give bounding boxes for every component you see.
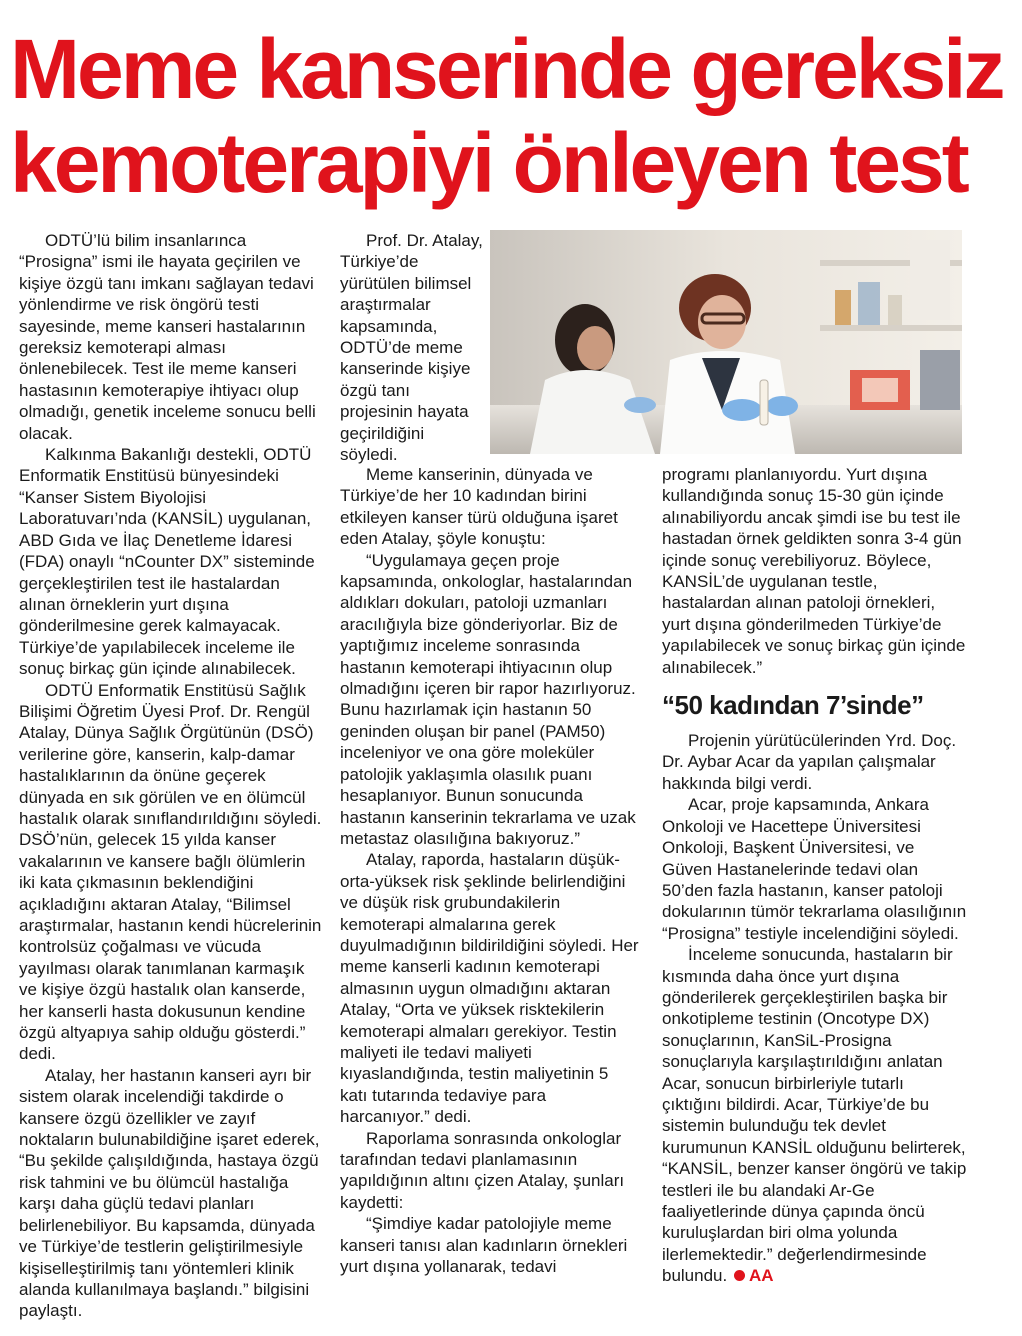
lab-photo [490,230,962,454]
paragraph: Meme kanserinin, dünyada ve Türkiye’de her 10 kadından birini etkileyen kanser türü olduğuna işaret eden Atalay, şöyle konuştu: [340,465,618,549]
headline-line-2: kemoterapiyi önleyen test [10,116,967,210]
paragraph: Raporlama sonrasında onkologlar tarafından tedavi planlamasının yapıldığının altını çizen Atalay, şunları kaydetti: [340,1128,625,1212]
headline-line-1: Meme kanserinde gereksiz [10,22,1003,116]
paragraph: Kalkınma Bakanlığı destekli, ODTÜ Enformatik Enstitüsü bünyesindeki “Kanser Sistem Biyolojisi Laboratuvarı’nda (KANSİL) uygulanan, ABD Gıda ve İlaç Denetleme İdaresi (FDA) onaylı “nCounter DX” sisteminde gerçekleştirilen test ile hastalardan alınan örneklerin yurt dışına gönderilmesine gerek kalmayacak. Türkiye’de yapılabilecek inceleme ile sonuç birkaç gün içinde alınabilecek. [19,445,315,679]
paragraph: Prof. Dr. Atalay, Türkiye’de yürütülen bilimsel araştırmalar kapsamında, ODTÜ’de meme kanserinde kişiye özgü tanı projesinin hayata geçirildiğini söyledi. [340,231,483,465]
paragraph: “Şimdiye kadar patolojiyle meme kanseri tanısı alan kadınların örnekleri yurt dışına yollanarak, tedavi [340,1214,628,1277]
paragraph: programı planlanıyordu. Yurt dışına kullandığında sonuç 15-30 gün içinde alınabiliyordu ancak şimdi ise bu test ile hastadan örnek geldikten sonra 3-4 gün içinde sonuç verebiliyoruz. Böylece, KANSİL’de uygulanan testle, hastalardan alınan patoloji örnekleri, yurt dışına gönderilmeden Türkiye’de yapılabilecek ve sonuç birkaç gün içinde alınabilecek.” [662,465,966,677]
article-column-2-top [340,230,486,465]
paragraph [662,944,968,1287]
paragraph: Projenin yürütücülerinden Yrd. Doç. Dr. Aybar Acar da yapılan çalışmalar hakkında bilgi verdi. [662,731,957,793]
source-credit: AA [748,1266,774,1286]
paragraph-text: İnceleme sonucunda, hastaların bir kısmında daha önce yurt dışına gönderilerek gerçekleştirilen başka bir onkotipleme testinin (Oncotype DX) sonuçlarının, KanSiL-Prosigna sonuçlarıyla karşılaştırıldığını anlatan Acar, sonucun birbirleriyle tutarlı çıktığını bildirdi. Acar, Türkiye’de bu sistemin bulunduğu tek devlet kurumunun KANSİL olduğunu belirterek, “KANSİL, benzer kanser öngörü ve takip testleri ile bu alandaki Ar-Ge faaliyetlerinde dünya çapında öncü kuruluşlardan biri olma yolunda ilerlemektedir.” değerlendirmesinde bulundu. [662,945,967,1286]
subheading: “50 kadından 7’sinde” [662,690,924,721]
bullet-dot-icon [734,1270,745,1281]
paragraph: ODTÜ’lü bilim insanlarınca “Prosigna” ismi ile hayata geçirilen ve kişiye özgü tanı imkanı sağlayan tedavi yönlendirme ve risk öngörü testi sayesinde, meme kanseri hastalarının gereksiz kemoterapi alması önlenebilecek. Test ile meme kanseri hastasının kemoterapiye ihtiyacı olup olmadığı, genetik inceleme sonucu belli olacak. [19,231,316,443]
headline [10,22,1010,210]
paragraph: ODTÜ Enformatik Enstitüsü Sağlık Bilişimi Öğretim Üyesi Prof. Dr. Rengül Atalay, Dünya Sağlık Örgütünün (DSÖ) verilerine göre, kanserin, kalp-damar hastalıklarının da önüne geçerek dünyada en sık görülen ve en ölümcül hastalık olarak sınıflandırıldığını söyledi. DSÖ’nün, gelecek 15 yılda kanser vakalarının ve kansere bağlı ölümlerin iki kata çıkmasının beklendiğini açıkladığını aktaran Atalay, “Bilimsel araştırmalar, hastanın kendi hücrelerinin kontrolsüz çoğalması ve vücuda yayılması olarak tanımlanan karmaşık ve kişiye özgü hastalık olan kanserde, her kanserli hasta dokusunun kendine özgü altyapıya sahip olduğu gösterdi.” dedi. [19,680,322,1064]
article-column-2 [340,464,640,1277]
paragraph: Atalay, raporda, hastaların düşük-orta-yüksek risk şeklinde belirlendiğini ve düşük risk grubundakilerin kemoterapi almalarına gerek duyulmadığının bildirildiğini söyledi. Her meme kanserli kadının kemoterapi almasının uygun olmadığını aktaran Atalay, “Orta ve yüksek risktekilerin kemoterapi almaları gerekiyor. Testin maliyeti ile tedavi maliyeti kıyaslandığında, testin maliyetinin 5 katı tutarında tedaviye para harcanıyor.” dedi. [340,850,639,1127]
paragraph: Acar, proje kapsamında, Ankara Onkoloji ve Hacettepe Üniversitesi Onkoloji, Başkent Üniversitesi, ve Güven Hastanelerinde tedavi olan 50’den fazla hastanın, kanser patoloji dokularının tümör tekrarlama olasılığının “Prosigna” testiyle incelendiğini söyledi. [662,795,967,943]
paragraph: “Uygulamaya geçen proje kapsamında, onkologlar, hastalarından aldıkları dokuları, patoloji uzmanları aracılığıyla bize gönderiyorlar. Biz de yaptığımız inceleme sonrasında hastanın kemoterapi ihtiyacının olup olmadığını içeren bir rapor hazırlıyoruz. Bunu hazırlamak için hastanın 50 geninden oluşan bir panel (PAM50) inceleniyor ve ona göre moleküler patolojik yaklaşımla olasılık puanı hesaplanıyor. Bunun sonucunda hastanın kanserinin tekrarlama ve uzak metastaz olasılığına bakıyoruz.” [340,550,636,848]
article-column-3 [662,464,968,1287]
paragraph: Atalay, her hastanın kanseri ayrı bir sistem olarak incelendiği takdirde o kansere özgü özellikler ve zayıf noktaların bulunabildiğine işaret ederek, “Bu şekilde çalışıldığında, hastaya özgü risk tahmini ve bu ölümcül hastalığa karşı daha güçlü tedavi planları belirlenebiliyor. Bu kapsamda, dünyada ve Türkiye’de testlerin geliştirilmesiyle kişiselleştirilmiş tanı yöntemleri klinik alanda kullanılmaya başlandı.” bilgisini paylaştı. [19,1065,320,1321]
article-column-1 [19,230,324,1322]
